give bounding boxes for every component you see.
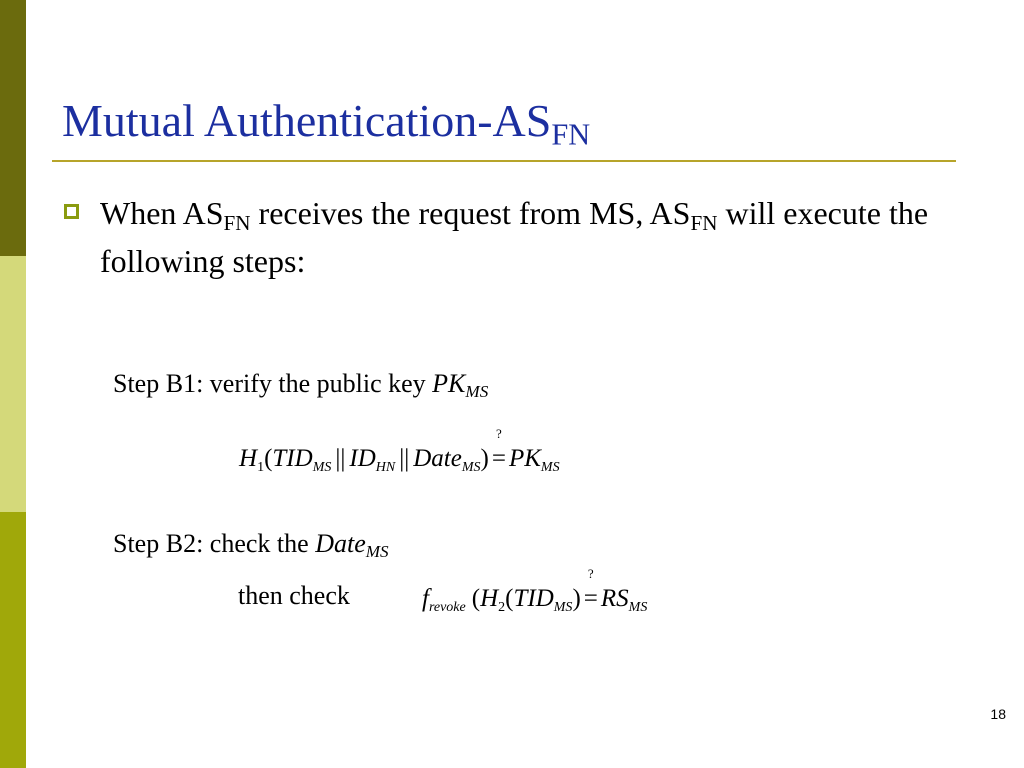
- sidebar-accent-bar: [0, 0, 26, 768]
- step-b1-line: [113, 368, 488, 400]
- then-check-text: then check: [238, 581, 350, 610]
- f2-f-subscript: revoke: [428, 599, 466, 615]
- step-b1-variable: PK: [432, 369, 466, 398]
- title-divider: [52, 160, 956, 162]
- f1-date: Date: [413, 445, 462, 472]
- f2-f: f: [422, 585, 429, 612]
- f1-question-equals: [491, 426, 506, 474]
- f2-close-paren: ): [572, 585, 581, 612]
- step-b2-text: Step B2: check the: [113, 529, 316, 558]
- f1-close-paren: ): [480, 445, 489, 472]
- f1-open-paren: (: [264, 445, 273, 472]
- bullet-text-part-2: receives the request from MS, AS: [250, 195, 691, 231]
- step-b2-variable: Date: [315, 529, 366, 558]
- f2-tid-subscript: MS: [553, 599, 573, 615]
- slide-title-main: Mutual Authentication-AS: [62, 95, 552, 146]
- f2-rs-subscript: MS: [628, 599, 648, 615]
- f2-question-mark: ?: [587, 566, 594, 581]
- step-b2-line: [113, 528, 389, 560]
- f2-open-paren-2: (: [505, 585, 514, 612]
- f2-tid: TID: [513, 585, 554, 612]
- f1-question-mark: ?: [496, 426, 502, 441]
- f2-h-subscript: 2: [498, 599, 506, 615]
- sidebar-segment-bottom: [0, 512, 26, 768]
- step-b2-variable-subscript: MS: [365, 542, 389, 562]
- f1-concat-2: ||: [399, 445, 410, 472]
- f1-pk-subscript: MS: [540, 459, 560, 475]
- bullet-text-part-1: When AS: [100, 195, 224, 231]
- hollow-square-bullet-icon: [64, 204, 79, 219]
- sidebar-segment-middle: [0, 256, 26, 512]
- formula-step-b1: [239, 426, 560, 475]
- slide-title-subscript: FN: [551, 117, 591, 152]
- f2-equals-sign: =: [583, 585, 598, 612]
- f1-h: H: [239, 445, 258, 472]
- bullet-subscript-1: FN: [223, 210, 251, 235]
- f2-h: H: [480, 585, 499, 612]
- f1-pk: PK: [508, 445, 541, 472]
- f1-concat-1: ||: [335, 445, 346, 472]
- slide-title: [62, 94, 591, 152]
- step-b1-text: Step B1: verify the public key: [113, 369, 433, 398]
- f1-tid-subscript: MS: [312, 459, 332, 475]
- step-b1-variable-subscript: MS: [465, 382, 489, 402]
- f1-tid: TID: [272, 445, 313, 472]
- f1-id: ID: [349, 445, 376, 472]
- f1-date-subscript: MS: [461, 459, 481, 475]
- f1-id-subscript: HN: [375, 459, 396, 475]
- f2-open-paren-1: (: [471, 585, 481, 612]
- f2-rs: RS: [600, 585, 629, 612]
- page-number: 18: [990, 706, 1006, 722]
- bullet-text-part-3: will execute the following steps:: [100, 195, 929, 279]
- f1-h-subscript: 1: [257, 459, 265, 475]
- f2-question-equals: [583, 566, 598, 614]
- formula-step-b2: [422, 566, 648, 615]
- f1-equals-sign: =: [491, 445, 506, 472]
- sidebar-segment-top: [0, 0, 26, 256]
- bullet-paragraph: [100, 189, 970, 285]
- bullet-subscript-2: FN: [690, 210, 718, 235]
